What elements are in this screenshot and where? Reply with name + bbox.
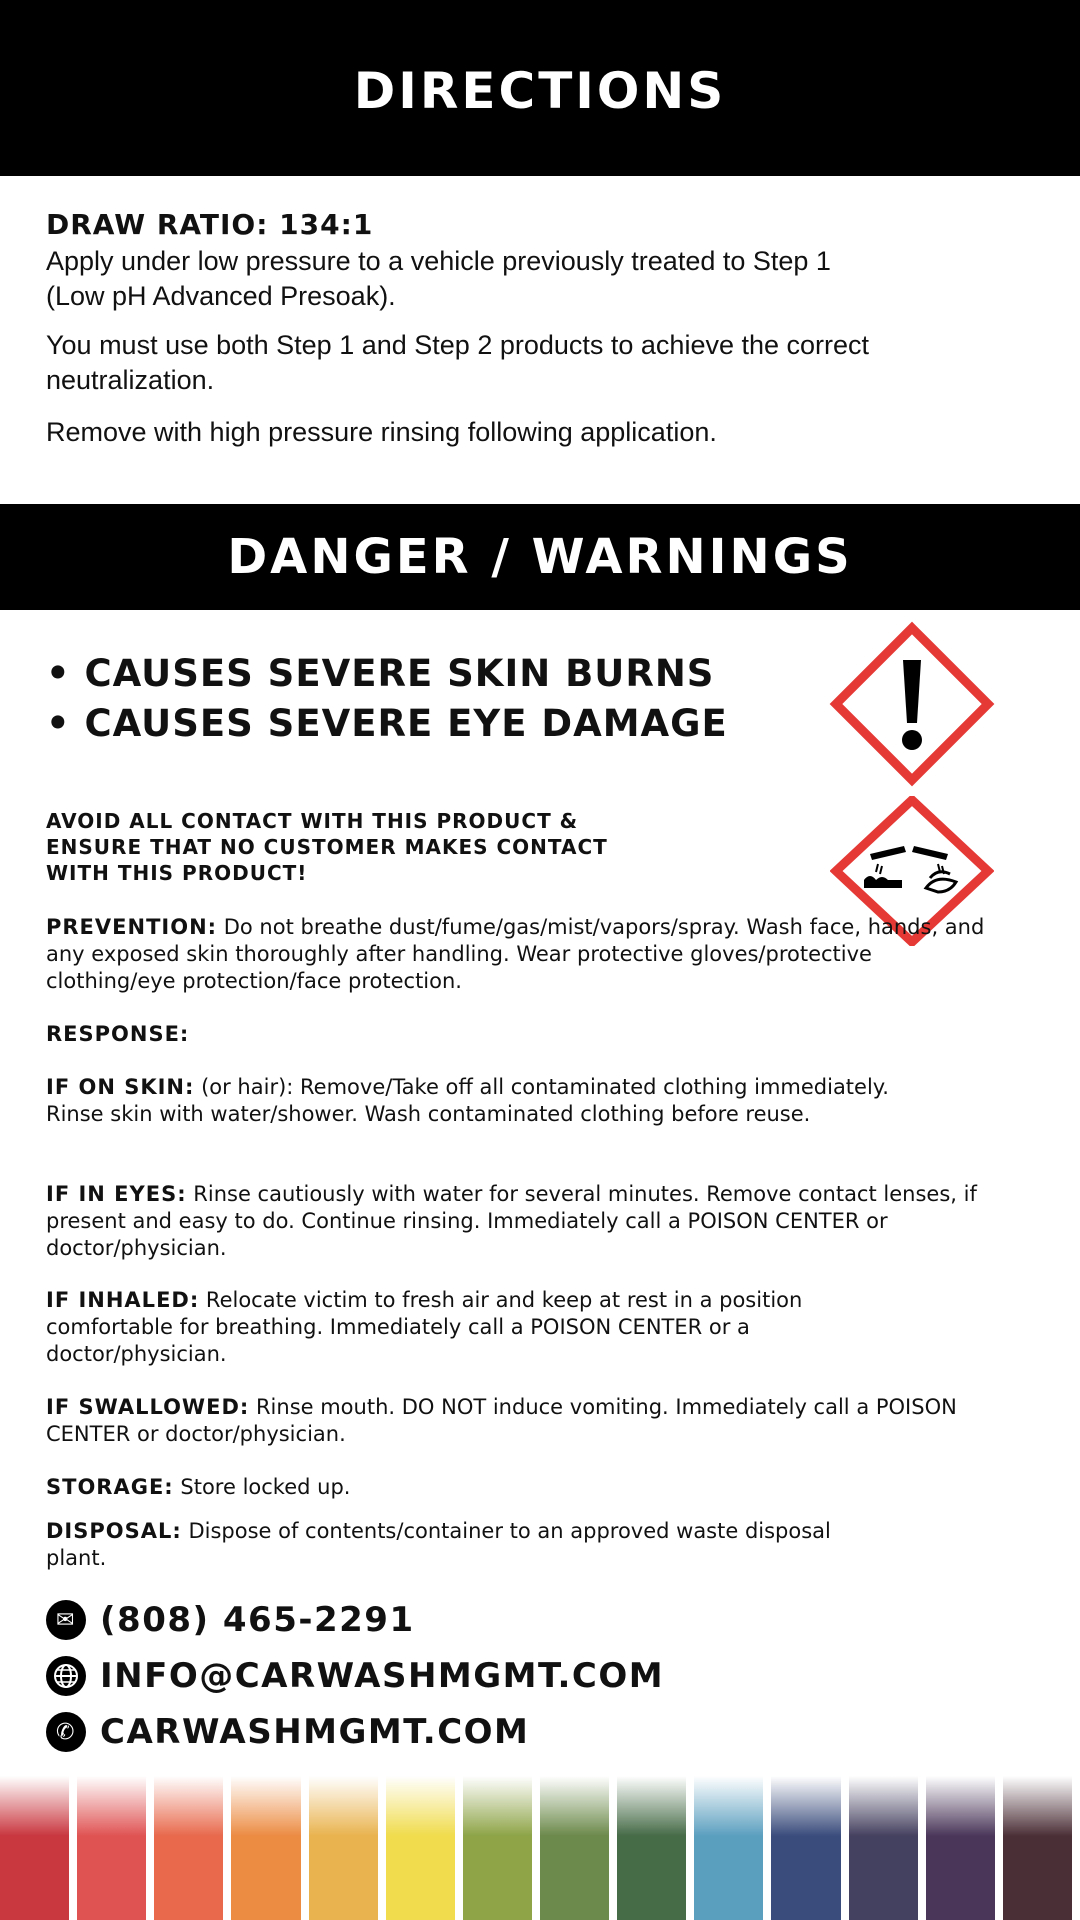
directions-title: DIRECTIONS <box>353 62 727 120</box>
storage-section <box>46 1474 1006 1501</box>
directions-header <box>0 0 1080 176</box>
swallowed-label: IF SWALLOWED: <box>46 1395 250 1419</box>
contact-phone[interactable] <box>46 1600 415 1640</box>
warning-skin-burns: • CAUSES SEVERE SKIN BURNS <box>46 652 715 695</box>
eyes-label: IF IN EYES: <box>46 1182 187 1206</box>
phone-number[interactable]: (808) 465-2291 <box>100 1600 415 1640</box>
globe-icon <box>46 1656 86 1696</box>
response-label: RESPONSE: <box>46 1022 190 1046</box>
inhaled-section <box>46 1287 926 1368</box>
inhaled-label: IF INHALED: <box>46 1288 200 1312</box>
disposal-section <box>46 1518 876 1572</box>
response-section <box>46 1021 1006 1048</box>
swallowed-text: Rinse mouth. DO NOT induce vomiting. Immediately call a POISON CENTER or doctor/physician. <box>46 1395 957 1446</box>
skin-section <box>46 1074 946 1128</box>
skin-label: IF ON SKIN: <box>46 1075 195 1099</box>
eyes-text: Rinse cautiously with water for several minutes. Remove contact lenses, if present and easy to do. Continue rinsing. Immediately call a POISON CENTER or doctor/physician. <box>46 1182 977 1260</box>
directions-paragraph-1: Apply under low pressure to a vehicle previously treated to Step 1 (Low pH Advanced Presoak). <box>46 246 831 311</box>
warning-eye-damage: • CAUSES SEVERE EYE DAMAGE <box>46 702 728 745</box>
directions-paragraph-3: Remove with high pressure rinsing following application. <box>46 417 717 447</box>
contact-website[interactable] <box>46 1712 529 1752</box>
prevention-section <box>46 914 996 995</box>
eyes-section <box>46 1181 1006 1262</box>
disposal-label: DISPOSAL: <box>46 1519 182 1543</box>
swallowed-section <box>46 1394 1006 1448</box>
draw-ratio: DRAW RATIO: 134:1 <box>46 208 374 241</box>
prevention-text: Do not breathe dust/fume/gas/mist/vapors/spray. Wash face, hands, and any exposed skin thoroughly after handling. Wear protective gloves/protective clothing/eye protection/face protection. <box>46 915 985 993</box>
contact-email[interactable] <box>46 1656 664 1696</box>
website-url[interactable]: CARWASHMGMT.COM <box>100 1712 530 1752</box>
prevention-label: PREVENTION: <box>46 915 218 939</box>
warnings-title: DANGER / WARNINGS <box>227 529 853 585</box>
stripes-fade <box>0 1776 1080 1836</box>
storage-text: Store locked up. <box>173 1475 351 1499</box>
phone-icon: ✆ <box>46 1712 86 1752</box>
email-address[interactable]: INFO@CARWASHMGMT.COM <box>100 1656 665 1696</box>
warnings-header <box>0 504 1080 610</box>
avoid-contact-notice: AVOID ALL CONTACT WITH THIS PRODUCT & ENSURE THAT NO CUSTOMER MAKES CONTACT WITH THIS PRODUCT! <box>46 809 608 885</box>
exclamation-hazard-icon <box>828 620 996 788</box>
inhaled-text: Relocate victim to fresh air and keep at rest in a position comfortable for breathing. Immediately call a POISON CENTER or a doctor/physician. <box>46 1288 803 1366</box>
disposal-text: Dispose of contents/container to an approved waste disposal plant. <box>46 1519 831 1570</box>
directions-paragraph-2: You must use both Step 1 and Step 2 products to achieve the correct neutralization. <box>46 330 870 395</box>
skin-text: (or hair): Remove/Take off all contaminated clothing immediately. Rinse skin with water/shower. Wash contaminated clothing before reuse. <box>46 1075 889 1126</box>
storage-label: STORAGE: <box>46 1475 174 1499</box>
envelope-icon: ✉ <box>46 1600 86 1640</box>
